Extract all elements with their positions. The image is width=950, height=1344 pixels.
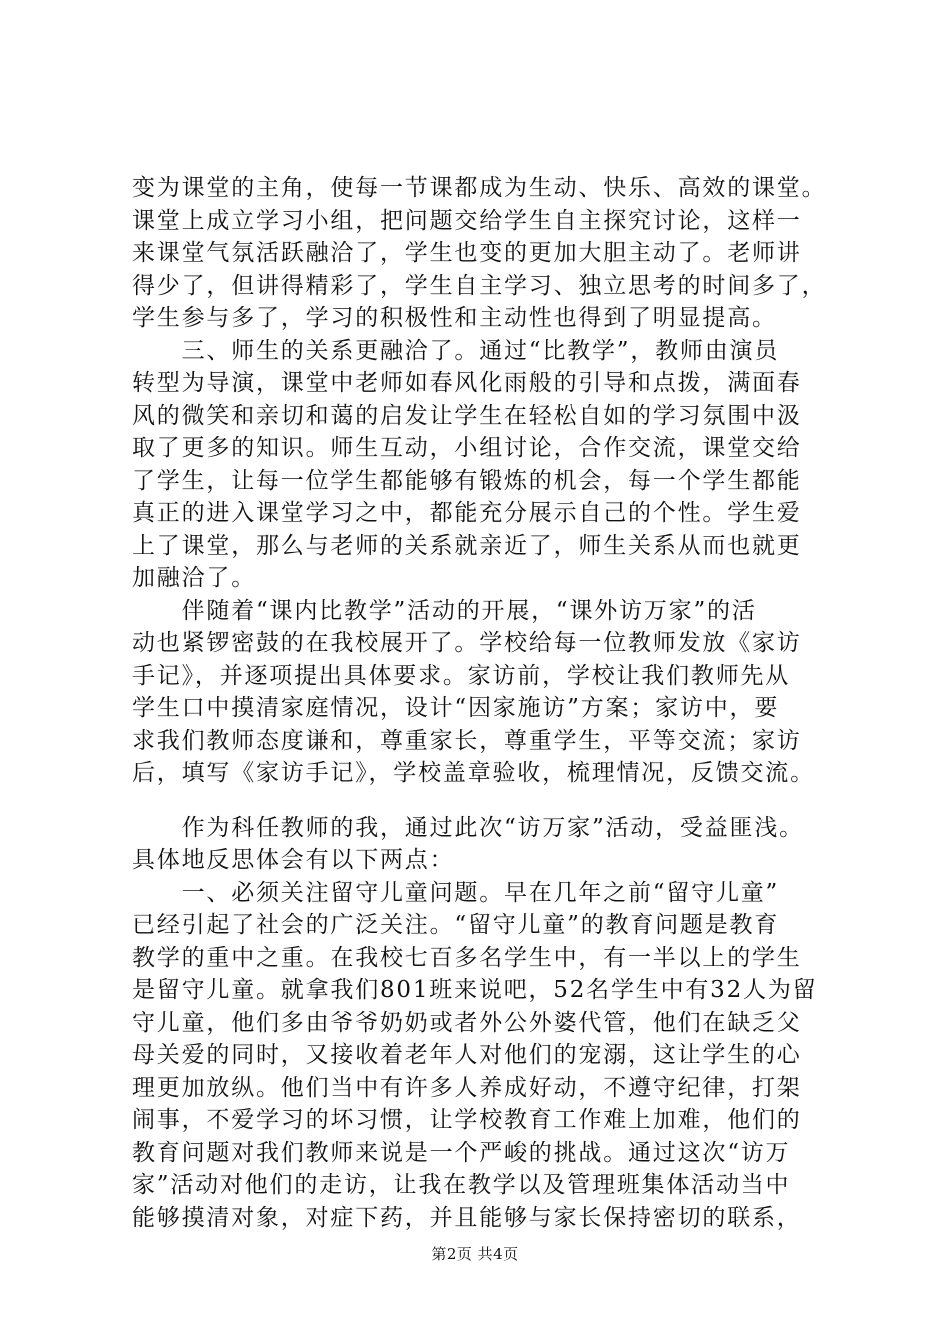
paragraph-block-1 <box>132 172 832 790</box>
text-line: 作为科任教师的我，通过此次“访万家”活动，受益匪浅。 <box>132 814 804 841</box>
text-line: 教学的重中之重。在我校七百多名学生中，有一半以上的学生 <box>132 944 802 971</box>
text-line: 一、必须关注留守儿童问题。早在几年之前“留守儿童” <box>132 879 780 906</box>
text-line: 取了更多的知识。师生互动，小组讨论，合作交流，课堂交给 <box>132 435 802 461</box>
page-footer <box>0 1243 950 1264</box>
text-line: 得少了，但讲得精彩了，学生自主学习、独立思考的时间多了， <box>132 272 827 299</box>
text-line: 动也紧锣密鼓的在我校展开了。学校给每一位教师发放《家访 <box>132 630 802 656</box>
text-line: 三、师生的关系更融洽了。通过“比教学”，教师由演员 <box>132 337 780 364</box>
text-line: 伴随着“课内比教学”活动的开展，“课外访万家”的活 <box>132 597 757 624</box>
text-line: 加融洽了。 <box>132 565 256 591</box>
text-line: 学生口中摸清家庭情况，设计“因家施访”方案；家访中，要 <box>132 695 780 721</box>
text-line: 风的微笑和亲切和蔼的启发让学生在轻松自如的学习氛围中汲 <box>132 402 802 429</box>
text-line: 学生参与多了，学习的积极性和主动性也得到了明显提高。 <box>132 305 777 331</box>
text-line: 求我们教师态度谦和，尊重家长，尊重学生，平等交流；家访 <box>132 727 802 754</box>
paragraph-block-2 <box>132 812 832 1235</box>
document-body <box>132 172 832 1234</box>
paragraph-gap <box>132 790 832 812</box>
text-line: 课堂上成立学习小组，把问题交给学生自主探究讨论，这样一 <box>132 207 802 234</box>
text-line: 闹事，不爱学习的坏习惯，让学校教育工作难上加难，他们的 <box>132 1107 802 1133</box>
page-number-label: 第2页 共4页 <box>431 1245 519 1263</box>
text-line: 具体地反思体会有以下两点： <box>132 847 455 873</box>
text-line: 教育问题对我们教师来说是一个严峻的挑战。通过这次“访万 <box>132 1139 791 1166</box>
text-line: 守儿童，他们多由爷爷奶奶或者外公外婆代管，他们在缺乏父 <box>132 1009 802 1036</box>
text-line: 了学生，让每一位学生都能够有锻炼的机会，每一个学生都能 <box>132 467 802 494</box>
text-line: 能够摸清对象，对症下药，并且能够与家长保持密切的联系， <box>132 1204 802 1231</box>
text-line: 是留守儿童。就拿我们801班来说吧，52名学生中有32人为留 <box>132 977 818 1003</box>
text-line: 后，填写《家访手记》，学校盖章验收，梳理情况，反馈交流。 <box>132 760 815 786</box>
text-line: 变为课堂的主角，使每一节课都成为生动、快乐、高效的课堂。 <box>132 175 827 201</box>
text-line: 来课堂气氛活跃融洽了，学生也变的更加大胆主动了。老师讲 <box>132 240 802 266</box>
text-line: 手记》，并逐项提出具体要求。家访前，学校让我们教师先从 <box>132 662 791 689</box>
text-line: 上了课堂，那么与老师的关系就亲近了，师生关系从而也就更 <box>132 532 802 559</box>
text-line: 家”活动对他们的走访，让我在教学以及管理班集体活动当中 <box>132 1172 791 1198</box>
text-line: 理更加放纵。他们当中有许多人养成好动，不遵守纪律，打架 <box>132 1074 802 1101</box>
text-line: 真正的进入课堂学习之中，都能充分展示自己的个性。学生爱 <box>132 500 802 526</box>
text-line: 已经引起了社会的广泛关注。“留守儿童”的教育问题是教育 <box>132 912 780 938</box>
text-line: 母关爱的同时，又接收着老年人对他们的宠溺，这让学生的心 <box>132 1042 802 1068</box>
text-line: 转型为导演，课堂中老师如春风化雨般的引导和点拨，满面春 <box>132 370 802 396</box>
